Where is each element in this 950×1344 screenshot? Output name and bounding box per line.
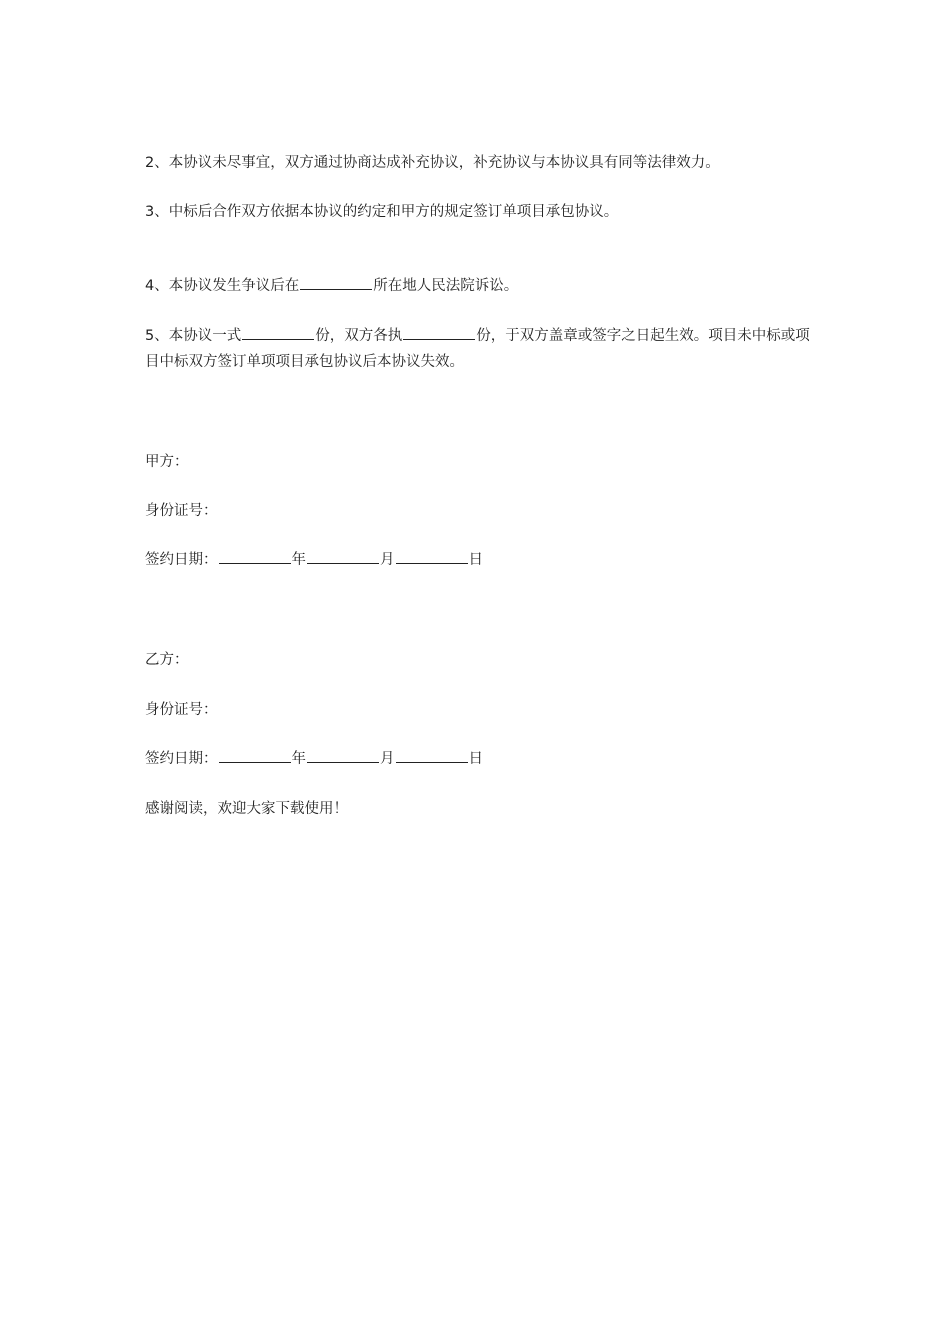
copies-each-blank xyxy=(403,325,475,340)
party-b-year-unit: 年 xyxy=(291,751,306,767)
party-b-year-blank xyxy=(219,748,291,763)
party-a-date xyxy=(145,547,810,573)
party-a-day-blank xyxy=(396,549,468,564)
closing-note xyxy=(145,796,810,822)
party-b-day-blank xyxy=(396,748,468,763)
party-b-date-label: 签约日期： xyxy=(145,751,218,767)
party-b-label xyxy=(145,647,810,673)
closing-note-text: 感谢阅读，欢迎大家下载使用！ xyxy=(145,801,348,817)
party-a-label xyxy=(145,449,810,475)
clause-5-part1: 5、本协议一式 xyxy=(145,328,242,344)
party-a-day-unit: 日 xyxy=(468,552,483,568)
party-a-month-blank xyxy=(307,549,379,564)
clause-2 xyxy=(145,150,810,176)
copies-total-blank xyxy=(242,325,314,340)
party-a-month-unit: 月 xyxy=(380,552,395,568)
party-b-id xyxy=(145,697,810,723)
court-location-blank xyxy=(300,275,372,290)
party-b-id-label: 身份证号： xyxy=(145,702,218,718)
party-b-month-unit: 月 xyxy=(380,751,395,767)
party-a-label-text: 甲方： xyxy=(145,454,189,470)
clause-4 xyxy=(145,273,810,299)
clause-4-text-before: 4、本协议发生争议后在 xyxy=(145,278,300,294)
party-a-date-label: 签约日期： xyxy=(145,552,218,568)
clause-5-part2: 份，双方各执 xyxy=(315,328,403,344)
party-b-month-blank xyxy=(307,748,379,763)
clause-2-text: 2、本协议未尽事宜，双方通过协商达成补充协议，补充协议与本协议具有同等法律效力。 xyxy=(145,155,720,171)
clause-3-text: 3、中标后合作双方依据本协议的约定和甲方的规定签订单项目承包协议。 xyxy=(145,204,619,220)
party-a-year-blank xyxy=(219,549,291,564)
clause-3 xyxy=(145,199,810,225)
party-b-day-unit: 日 xyxy=(468,751,483,767)
clause-5 xyxy=(145,323,810,375)
party-a-year-unit: 年 xyxy=(291,552,306,568)
party-b-date xyxy=(145,746,810,772)
clause-4-text-after: 所在地人民法院诉讼。 xyxy=(373,278,519,294)
party-a-id-label: 身份证号： xyxy=(145,503,218,519)
clause-5-part3: 份，于双方盖章或签字之日起生效。项目未中标或项目中标双方签订单项项目承包协议后本协议失效。 xyxy=(145,328,810,370)
party-b-label-text: 乙方： xyxy=(145,652,189,668)
party-a-id xyxy=(145,498,810,524)
